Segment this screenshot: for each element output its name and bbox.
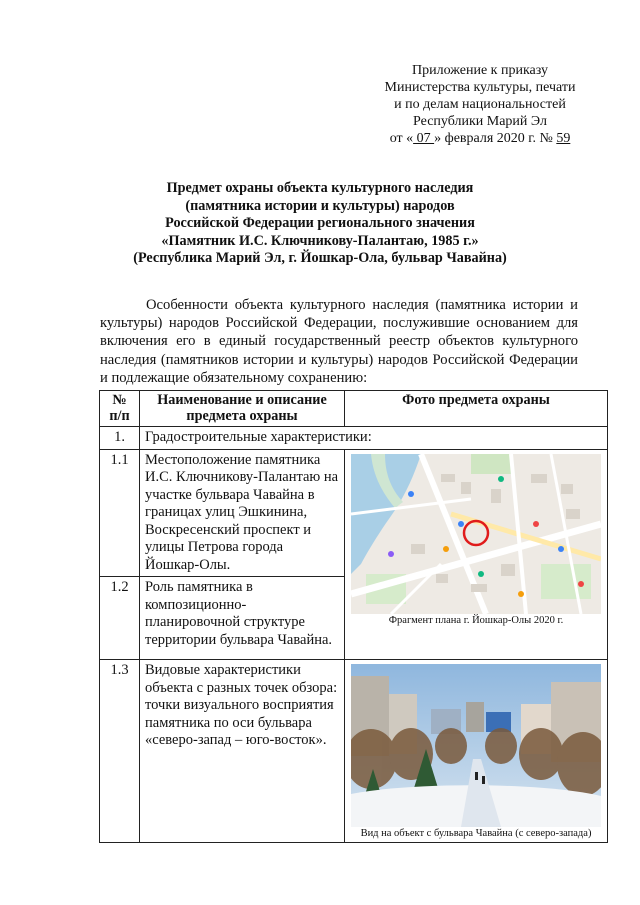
row-number: 1.1 [100, 449, 140, 577]
date-day: 07 [413, 131, 435, 146]
photo-cell [345, 660, 608, 843]
row-number: 1. [100, 427, 140, 450]
title-line-1: Предмет охраны объекта культурного наследия [166, 180, 474, 196]
document-title [100, 180, 540, 268]
city-map-image [351, 454, 601, 614]
boulevard-photo [351, 664, 601, 827]
intro-paragraph: Особенности объекта культурного наследия (памятника истории и культуры) народов Российской Федерации, послужившие основанием для включения его в единый государственный реестр объектов культурного наследия (памятников истории и культуры) народов Российской Федерации и подлежащие обязательному сохранению: [100, 297, 578, 386]
appendix-line-4: Республики Марий Эл [413, 114, 547, 129]
header-number-line-1: № [112, 392, 127, 408]
table-row [100, 427, 608, 450]
header-name-line-1: Наименование и описание [157, 392, 327, 408]
header-number [100, 391, 140, 427]
appendix-line-3: и по делам национальностей [394, 97, 566, 112]
header-name [140, 391, 345, 427]
header-number-line-2: п/п [109, 407, 130, 424]
map-cell [345, 449, 608, 660]
appendix-line-1: Приложение к приказу [412, 63, 548, 78]
appendix-date-line [360, 130, 600, 147]
row-number: 1.2 [100, 577, 140, 660]
header-photo: Фото предмета охраны [345, 391, 608, 427]
row-number: 1.3 [100, 660, 140, 843]
table-row [100, 660, 608, 843]
table-header-row [100, 391, 608, 427]
table-row [100, 449, 608, 577]
title-line-5: (Республика Марий Эл, г. Йошкар-Ола, бульвар Чавайна) [133, 250, 507, 266]
photo-caption: Вид на объект с бульвара Чавайна (с северо-запада) [360, 828, 592, 839]
row-text: Видовые характеристики объекта с разных точек обзора: точки визуального восприятия памятника по оси бульвара «северо-запад – юго-восток». [140, 660, 345, 843]
order-number: 59 [556, 131, 571, 146]
map-caption: Фрагмент плана г. Йошкар-Олы 2020 г. [388, 614, 564, 626]
title-line-4: «Памятник И.С. Ключникову-Палантаю, 1985 г.» [161, 232, 479, 249]
row-text: Роль памятника в композиционно-планировочной структуре территории бульвара Чавайна. [140, 577, 345, 660]
date-prefix: от « [389, 131, 414, 146]
date-middle: » февраля 2020 г. № [434, 131, 553, 146]
appendix-line-2: Министерства культуры, печати [384, 80, 576, 95]
header-name-line-2: предмета охраны [186, 407, 298, 424]
protection-subject-table [99, 390, 608, 843]
title-line-3: Российской Федерации регионального значения [165, 215, 475, 231]
appendix-header [360, 62, 600, 147]
title-line-2: (памятника истории и культуры) народов [185, 197, 455, 214]
row-text: Местоположение памятника И.С. Ключникову-Палантаю на участке бульвара Чавайна в границах улиц Эшкинина, Воскресенский проспект и улицы Петрова города Йошкар-Олы. [140, 449, 345, 577]
row-text: Градостроительные характеристики: [140, 427, 608, 450]
